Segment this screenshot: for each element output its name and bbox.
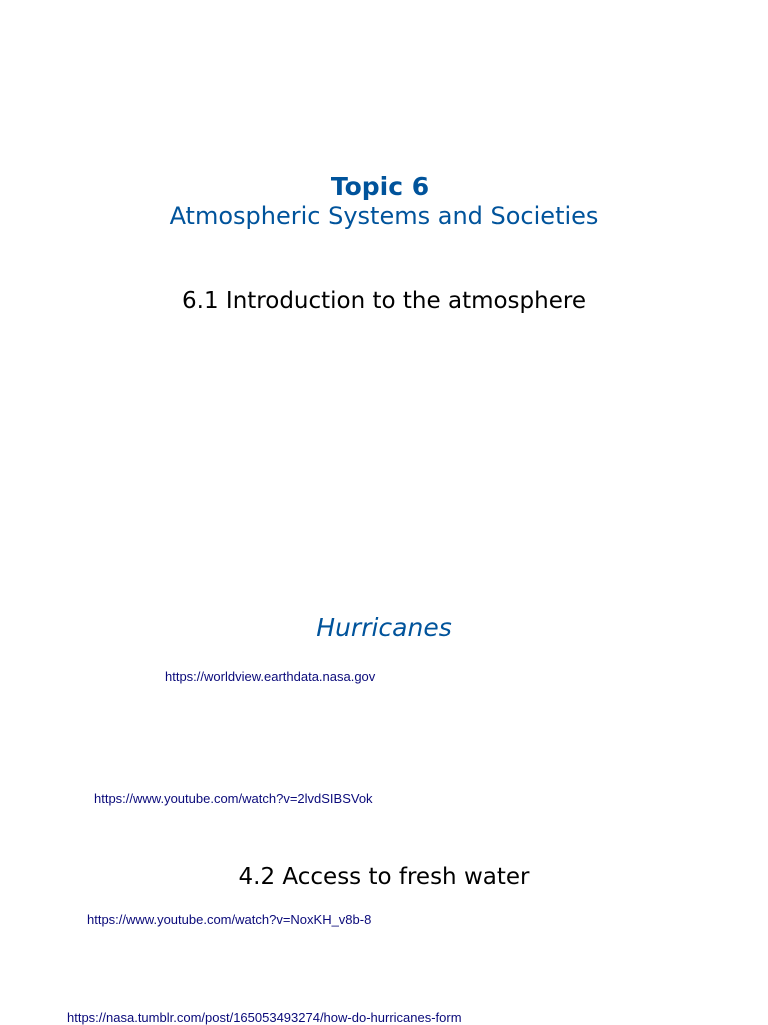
- hurricanes-heading: Hurricanes: [316, 613, 452, 642]
- section-heading-atmosphere: 6.1 Introduction to the atmosphere: [182, 288, 586, 314]
- youtube-hurricane-link[interactable]: https://www.youtube.com/watch?v=2lvdSIBSVok: [94, 791, 373, 806]
- topic-title: Topic 6: [330, 172, 430, 201]
- worldview-link[interactable]: https://worldview.earthdata.nasa.gov: [165, 669, 376, 684]
- nasa-tumblr-link[interactable]: https://nasa.tumblr.com/post/165053493274/how-do-hurricanes-form: [67, 1010, 462, 1025]
- topic-subtitle: Atmospheric Systems and Societies: [169, 202, 599, 230]
- section-heading-fresh-water: 4.2 Access to fresh water: [238, 864, 530, 890]
- youtube-fresh-water-link[interactable]: https://www.youtube.com/watch?v=NoxKH_v8b-8: [87, 912, 372, 927]
